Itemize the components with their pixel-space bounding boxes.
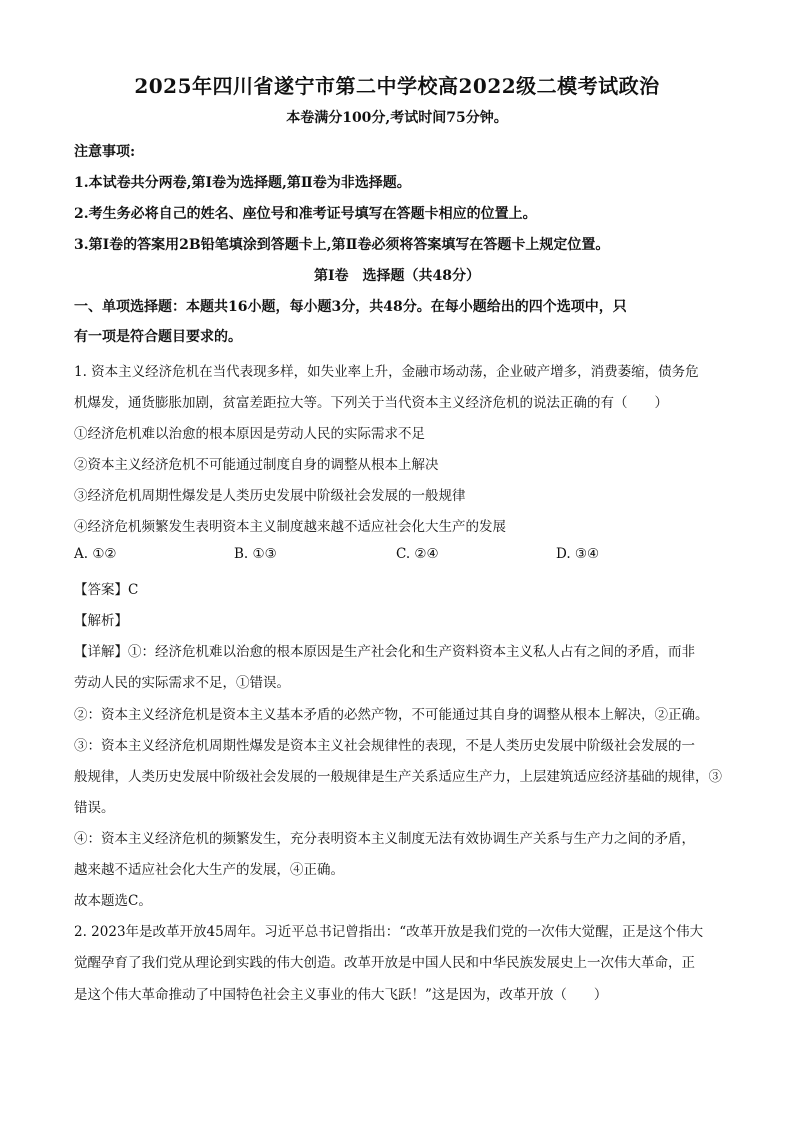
question1-statement: ②资本主义经济危机不可能通过制度自身的调整从根本上解决 <box>74 457 439 473</box>
detail-line: 越来越不适应社会化大生产的发展，④正确。 <box>74 862 344 878</box>
option-c: C. ②④ <box>396 546 439 562</box>
exam-subtitle: 本卷满分100分,考试时间75分钟。 <box>286 110 508 126</box>
section-instruction: 有一项是符合题目要求的。 <box>74 329 242 345</box>
detail-line: ③：资本主义经济危机周期性爆发是资本主义社会规律性的表现，不是人类历史发展中阶级社会发展的一 <box>74 738 695 754</box>
section-instruction: 一、单项选择题：本题共16小题，每小题3分，共48分。在每小题给出的四个选项中，只 <box>74 299 627 315</box>
option-a: A. ①② <box>74 546 117 562</box>
detail-line: 般规律，人类历史发展中阶级社会发展的一般规律是生产关系适应生产力，上层建筑适应经济基础的规律，③ <box>74 769 722 785</box>
question2-stem: 2. 2023年是改革开放45周年。习近平总书记曾指出：“改革开放是我们党的一次伟大觉醒，正是这个伟大 <box>74 924 704 940</box>
answer-label: 【答案】C <box>74 582 139 598</box>
detail-line: ②：资本主义经济危机是资本主义基本矛盾的必然产物，不可能通过其自身的调整从根本上解决，②正确。 <box>74 707 709 723</box>
section-title: 第Ⅰ卷 选择题（共48分） <box>313 268 481 284</box>
detail-line: 故本题选C。 <box>74 893 152 909</box>
exam-title: 2025年四川省遂宁市第二中学校高2022级二模考试政治 <box>134 74 660 98</box>
detail-line: ④：资本主义经济危机的频繁发生，充分表明资本主义制度无法有效协调生产关系与生产力之间的矛盾， <box>74 831 695 847</box>
analysis-label: 【解析】 <box>74 613 128 629</box>
question1-stem: 1. 资本主义经济危机在当代表现多样，如失业率上升，金融市场动荡，企业破产增多，消费萎缩，债务危 <box>74 364 699 380</box>
detail-line: 错误。 <box>74 800 115 816</box>
question1-statement: ①经济危机难以治愈的根本原因是劳动人民的实际需求不足 <box>74 426 425 442</box>
notes-item: 1.本试卷共分两卷,第Ⅰ卷为选择题,第Ⅱ卷为非选择题。 <box>74 175 411 191</box>
question1-statement: ③经济危机周期性爆发是人类历史发展中阶级社会发展的一般规律 <box>74 488 466 504</box>
option-d: D. ③④ <box>556 546 600 562</box>
notes-heading: 注意事项: <box>74 144 136 160</box>
question2-stem: 觉醒孕育了我们党从理论到实践的伟大创造。改革开放是中国人民和中华民族发展史上一次伟大革命，正 <box>74 955 695 971</box>
question1-stem: 机爆发，通货膨胀加剧，贫富差距拉大等。下列关于当代资本主义经济危机的说法正确的有（ ） <box>74 395 668 411</box>
notes-item: 2.考生务必将自己的姓名、座位号和准考证号填写在答题卡相应的位置上。 <box>74 206 537 222</box>
question2-stem: 是这个伟大革命推动了中国特色社会主义事业的伟大飞跃！”这是因为，改革开放（ ） <box>74 987 608 1003</box>
question1-statement: ④经济危机频繁发生表明资本主义制度越来越不适应社会化大生产的发展 <box>74 519 506 535</box>
detail-line: 【详解】①：经济危机难以治愈的根本原因是生产社会化和生产资料资本主义私人占有之间的矛盾，而非 <box>74 644 695 660</box>
notes-item: 3.第Ⅰ卷的答案用2B铅笔填涂到答题卡上,第Ⅱ卷必须将答案填写在答题卡上规定位置。 <box>74 237 610 253</box>
option-b: B. ①③ <box>234 546 277 562</box>
detail-line: 劳动人民的实际需求不足，①错误。 <box>74 675 290 691</box>
